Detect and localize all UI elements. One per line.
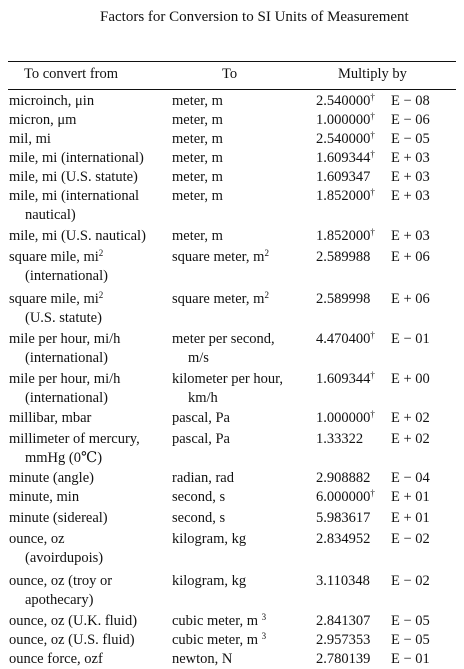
factor-value: 1.852000	[316, 228, 371, 244]
cell-to	[172, 469, 312, 488]
cell-to	[172, 168, 312, 187]
cell-exponent: E − 05	[391, 131, 430, 147]
cell-from	[9, 92, 169, 111]
cell-exponent: E − 08	[391, 93, 430, 109]
cell-from	[9, 572, 169, 610]
cell-line: mmHg (0℃)	[25, 450, 103, 466]
table-row	[0, 290, 464, 328]
cell-from	[9, 149, 169, 168]
cell-to	[172, 111, 312, 130]
table-row	[0, 330, 464, 368]
cell-line: apothecary)	[25, 592, 94, 608]
cell-line: ounce, oz (troy or	[9, 573, 113, 589]
cell-line: (avoirdupois)	[25, 550, 104, 566]
cell-exponent: E + 01	[391, 510, 430, 526]
table-row	[0, 187, 464, 225]
cell-factor	[316, 130, 375, 149]
cell-to	[172, 130, 312, 149]
factor-value: 2.957353	[316, 632, 371, 648]
cell-line: radian, rad	[172, 470, 234, 486]
cell-line: meter, m	[172, 228, 223, 244]
cell-line: (international)	[25, 350, 108, 366]
cell-exponent: E − 04	[391, 470, 430, 486]
cell-to	[172, 409, 312, 428]
exact-dagger: †	[370, 111, 375, 121]
exact-dagger: †	[370, 330, 375, 340]
cell-to	[172, 187, 312, 206]
cell-factor	[316, 187, 375, 206]
cell-line: pascal, Pa	[172, 410, 230, 426]
cell-exponent: E + 02	[391, 410, 430, 426]
table-row	[0, 370, 464, 408]
cell-exponent: E + 03	[391, 150, 430, 166]
cell-from	[9, 612, 169, 631]
cell-to	[172, 248, 312, 267]
cell-line: square mile, $mi^2$	[9, 290, 104, 307]
cell-to	[172, 488, 312, 507]
cell-factor	[316, 612, 370, 631]
cell-from	[9, 111, 169, 130]
cell-line: mile, mi (international)	[9, 150, 144, 166]
cell-factor	[316, 409, 375, 428]
factor-value: 2.834952	[316, 531, 371, 547]
cell-to	[172, 631, 312, 650]
factor-value: 1.000000	[316, 112, 371, 128]
factor-value: 1.609344	[316, 371, 371, 387]
cell-to	[172, 572, 312, 591]
exact-dagger: †	[370, 187, 375, 197]
table-row	[0, 612, 464, 631]
table-row	[0, 149, 464, 168]
cell-line: kilogram, kg	[172, 573, 247, 589]
table-row	[0, 631, 464, 650]
cell-line: square meter, $m^2$	[172, 248, 269, 265]
cell-line: cubic meter, m $^3$	[172, 631, 267, 648]
cell-exponent: E − 02	[391, 573, 430, 589]
cell-line: mil, mi	[9, 131, 51, 147]
cell-exponent: E − 02	[391, 531, 430, 547]
cell-line: minute, min	[9, 489, 80, 505]
cell-line: meter per second,	[172, 331, 275, 347]
cell-to	[172, 530, 312, 549]
table-row	[0, 130, 464, 149]
cell-exponent: E − 06	[391, 112, 430, 128]
factor-value: 2.540000	[316, 93, 371, 109]
cell-line: meter, m	[172, 131, 223, 147]
page-title: Factors for Conversion to SI Units of Measurement	[100, 9, 409, 25]
cell-exponent: E − 05	[391, 632, 430, 648]
cell-line: kilometer per hour,	[172, 371, 283, 387]
factor-value: 2.589998	[316, 291, 371, 307]
cell-exponent: E + 06	[391, 249, 430, 265]
cell-line: (international)	[25, 268, 108, 284]
cell-factor	[316, 572, 370, 591]
cell-exponent: E + 03	[391, 169, 430, 185]
cell-line: square mile, $mi^2$	[9, 248, 104, 265]
cell-from	[9, 488, 169, 507]
cell-from	[9, 370, 169, 408]
cell-line: mile per hour, mi/h	[9, 331, 121, 347]
header-from: To convert from	[24, 66, 119, 82]
exact-dagger: †	[370, 488, 375, 498]
cell-from	[9, 631, 169, 650]
exact-dagger: †	[370, 227, 375, 237]
cell-to	[172, 370, 312, 408]
factor-value: 5.983617	[316, 510, 371, 526]
cell-line: square meter, $m^2$	[172, 290, 269, 307]
exact-dagger: †	[370, 149, 375, 159]
header-to: To	[222, 66, 238, 82]
cell-from	[9, 187, 169, 225]
table-row	[0, 92, 464, 111]
cell-factor	[316, 509, 370, 528]
table-row	[0, 572, 464, 610]
table-top-rule	[8, 61, 456, 62]
cell-line: second, s	[172, 510, 226, 526]
cell-to	[172, 330, 312, 368]
cell-to	[172, 430, 312, 449]
cell-factor	[316, 469, 370, 488]
conversion-table	[0, 92, 464, 669]
cell-line: mile, mi (international	[9, 188, 140, 204]
factor-value: 6.000000	[316, 489, 371, 505]
cell-to	[172, 612, 312, 631]
factor-value: 2.908882	[316, 470, 371, 486]
cell-to	[172, 290, 312, 309]
cell-line: km/h	[188, 390, 218, 406]
cell-line: nautical)	[25, 207, 76, 223]
cell-from	[9, 330, 169, 368]
exact-dagger: †	[370, 130, 375, 140]
cell-exponent: E − 01	[391, 651, 430, 667]
cell-factor	[316, 168, 370, 187]
table-row	[0, 111, 464, 130]
cell-line: pascal, Pa	[172, 431, 230, 447]
cell-factor	[316, 488, 375, 507]
cell-factor	[316, 330, 375, 349]
factor-value: 2.780139	[316, 651, 371, 667]
table-row	[0, 530, 464, 568]
cell-line: minute (angle)	[9, 470, 94, 486]
factor-value: 1.609347	[316, 169, 371, 185]
cell-to	[172, 227, 312, 246]
cell-exponent: E − 05	[391, 613, 430, 629]
cell-factor	[316, 92, 375, 111]
factor-value: 2.841307	[316, 613, 371, 629]
cell-line: cubic meter, m $^3$	[172, 612, 267, 629]
cell-factor	[316, 111, 375, 130]
factor-value: 3.110348	[316, 573, 370, 589]
cell-exponent: E + 00	[391, 371, 430, 387]
cell-line: newton, N	[172, 651, 233, 667]
factor-value: 1.609344	[316, 150, 371, 166]
factor-value: 2.540000	[316, 131, 371, 147]
cell-line: meter, m	[172, 169, 223, 185]
cell-factor	[316, 430, 363, 449]
cell-line: minute (sidereal)	[9, 510, 108, 526]
cell-exponent: E + 02	[391, 431, 430, 447]
cell-line: (international)	[25, 390, 108, 406]
table-row	[0, 430, 464, 468]
cell-from	[9, 168, 169, 187]
cell-line: kilogram, kg	[172, 531, 247, 547]
cell-line: (U.S. statute)	[25, 310, 102, 326]
cell-exponent: E + 01	[391, 489, 430, 505]
factor-value: 1.852000	[316, 188, 371, 204]
exact-dagger: †	[370, 370, 375, 380]
cell-from	[9, 409, 169, 428]
header-rule	[8, 89, 456, 90]
cell-from	[9, 469, 169, 488]
cell-line: mile, mi (U.S. nautical)	[9, 228, 146, 244]
cell-line: ounce, oz	[9, 531, 65, 547]
cell-to	[172, 149, 312, 168]
cell-from	[9, 430, 169, 468]
factor-value: 1.000000	[316, 410, 371, 426]
cell-line: meter, m	[172, 112, 223, 128]
table-row	[0, 248, 464, 286]
table-row	[0, 168, 464, 187]
cell-exponent: E + 06	[391, 291, 430, 307]
cell-line: mile per hour, mi/h	[9, 371, 121, 387]
cell-factor	[316, 149, 375, 168]
table-row	[0, 227, 464, 246]
table-row	[0, 488, 464, 507]
factor-value: 1.33322	[316, 431, 364, 447]
cell-from	[9, 227, 169, 246]
cell-line: millimeter of mercury,	[9, 431, 140, 447]
cell-from	[9, 130, 169, 149]
cell-line: meter, m	[172, 93, 223, 109]
cell-from	[9, 248, 169, 286]
cell-factor	[316, 530, 370, 549]
cell-exponent: E + 03	[391, 228, 430, 244]
cell-line: meter, m	[172, 150, 223, 166]
cell-exponent: E + 03	[391, 188, 430, 204]
cell-factor	[316, 248, 370, 267]
cell-to	[172, 92, 312, 111]
cell-line: mile, mi (U.S. statute)	[9, 169, 138, 185]
cell-exponent: E − 01	[391, 331, 430, 347]
cell-line: microinch, μin	[9, 93, 95, 109]
cell-factor	[316, 631, 370, 650]
cell-line: m/s	[188, 350, 209, 366]
header-multiply: Multiply by	[338, 66, 407, 82]
cell-line: second, s	[172, 489, 226, 505]
cell-from	[9, 530, 169, 568]
table-row	[0, 409, 464, 428]
cell-line: millibar, mbar	[9, 410, 92, 426]
cell-line: micron, μm	[9, 112, 77, 128]
table-row	[0, 469, 464, 488]
cell-factor	[316, 227, 375, 246]
cell-line: meter, m	[172, 188, 223, 204]
cell-factor	[316, 290, 370, 309]
factor-value: 4.470400	[316, 331, 371, 347]
exact-dagger: †	[370, 409, 375, 419]
cell-from	[9, 509, 169, 528]
factor-value: 2.589988	[316, 249, 371, 265]
exact-dagger: †	[370, 92, 375, 102]
cell-factor	[316, 370, 375, 389]
cell-line: ounce force, ozf	[9, 651, 103, 667]
cell-line: ounce, oz (U.K. fluid)	[9, 613, 138, 629]
cell-line: ounce, oz (U.S. fluid)	[9, 632, 135, 648]
cell-to	[172, 509, 312, 528]
table-row	[0, 509, 464, 528]
cell-from	[9, 290, 169, 328]
